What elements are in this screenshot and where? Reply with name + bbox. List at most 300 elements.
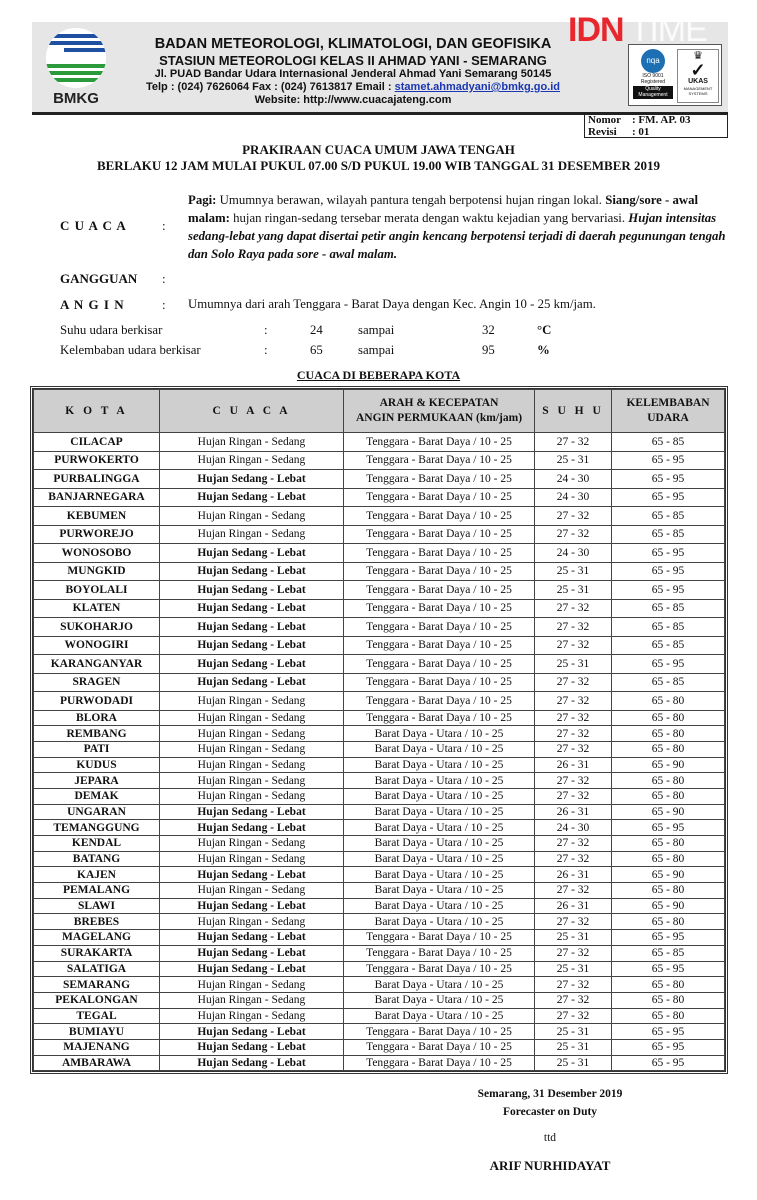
temperature-cell: 27 - 32: [535, 507, 612, 526]
table-row: [34, 1055, 725, 1071]
humidity-cell: 65 - 80: [612, 692, 725, 711]
weather-cell: Hujan Sedang - Lebat: [160, 599, 344, 618]
suhu-max: 32: [482, 323, 495, 337]
temperature-cell: 27 - 32: [535, 710, 612, 726]
humidity-cell: 65 - 85: [612, 636, 725, 655]
table-row: [34, 692, 725, 711]
angin-label: A N G I N: [60, 297, 125, 312]
weather-cell: Hujan Ringan - Sedang: [160, 726, 344, 742]
weather-cell: Hujan Sedang - Lebat: [160, 1039, 344, 1055]
table-row: [34, 1008, 725, 1024]
suhu-colon: :: [264, 323, 268, 337]
agency-name: BADAN METEOROLOGI, KLIMATOLOGI, DAN GEOFISIKA: [154, 36, 552, 52]
wind-cell: Barat Daya - Utara / 10 - 25: [344, 757, 535, 773]
wind-cell: Tenggara - Barat Daya / 10 - 25: [344, 451, 535, 470]
document-title: PRAKIRAAN CUACA UMUM JAWA TENGAH: [242, 142, 515, 157]
table-row: [34, 1024, 725, 1040]
table-row: [34, 992, 725, 1008]
table-row: [34, 961, 725, 977]
wind-cell: Barat Daya - Utara / 10 - 25: [344, 914, 535, 930]
table-row: [34, 581, 725, 600]
watermark-idn: IDN: [568, 11, 624, 49]
humidity-cell: 65 - 80: [612, 773, 725, 789]
temperature-cell: 27 - 32: [535, 945, 612, 961]
weather-cell: Hujan Ringan - Sedang: [160, 851, 344, 867]
wind-cell: Tenggara - Barat Daya / 10 - 25: [344, 488, 535, 507]
weather-cell: Hujan Sedang - Lebat: [160, 930, 344, 946]
temperature-cell: 27 - 32: [535, 883, 612, 899]
humidity-cell: 65 - 95: [612, 930, 725, 946]
city-cell: PURWODADI: [34, 692, 160, 711]
gangguan-label: GANGGUAN: [60, 271, 138, 286]
city-cell: PATI: [34, 741, 160, 757]
checkmark-icon: ✓: [690, 60, 706, 80]
table-row: [34, 977, 725, 993]
weather-cell: Hujan Ringan - Sedang: [160, 773, 344, 789]
suhu-min: 24: [310, 323, 323, 337]
temperature-cell: 25 - 31: [535, 961, 612, 977]
city-cell: TEGAL: [34, 1008, 160, 1024]
revisi-label: Revisi: [588, 125, 617, 138]
city-cell: PURWOKERTO: [34, 451, 160, 470]
weather-cell: Hujan Ringan - Sedang: [160, 914, 344, 930]
kelembaban-unit: %: [537, 343, 550, 357]
city-cell: KARANGANYAR: [34, 655, 160, 674]
city-forecast-table: [30, 386, 728, 1074]
ukas-label: UKAS: [688, 78, 708, 85]
city-cell: KEBUMEN: [34, 507, 160, 526]
table-row: [34, 851, 725, 867]
humidity-cell: 65 - 95: [612, 581, 725, 600]
weather-cell: Hujan Ringan - Sedang: [160, 977, 344, 993]
weather-cell: Hujan Ringan - Sedang: [160, 757, 344, 773]
wind-cell: Barat Daya - Utara / 10 - 25: [344, 1008, 535, 1024]
table-row: [34, 914, 725, 930]
kelembaban-min: 65: [310, 343, 323, 357]
humidity-cell: 65 - 85: [612, 599, 725, 618]
temperature-cell: 27 - 32: [535, 788, 612, 804]
suhu-label: Suhu udara berkisar: [60, 323, 163, 337]
table-row: [34, 726, 725, 742]
table-row: [34, 898, 725, 914]
humidity-cell: 65 - 80: [612, 788, 725, 804]
wind-cell: Barat Daya - Utara / 10 - 25: [344, 883, 535, 899]
table-row: [34, 544, 725, 563]
temperature-cell: 27 - 32: [535, 773, 612, 789]
table-row: [34, 507, 725, 526]
header-kota: K O T A: [34, 390, 160, 433]
wind-cell: Tenggara - Barat Daya / 10 - 25: [344, 562, 535, 581]
city-cell: MAJENANG: [34, 1039, 160, 1055]
table-row: [34, 562, 725, 581]
table-row: [34, 488, 725, 507]
wind-cell: Tenggara - Barat Daya / 10 - 25: [344, 581, 535, 600]
city-cell: SURAKARTA: [34, 945, 160, 961]
wind-cell: Tenggara - Barat Daya / 10 - 25: [344, 618, 535, 637]
header-kelembaban: [612, 390, 725, 433]
kelembaban-sep: sampai: [358, 343, 395, 357]
weather-cell: Hujan Sedang - Lebat: [160, 1055, 344, 1071]
wind-cell: Barat Daya - Utara / 10 - 25: [344, 820, 535, 836]
table-row: [34, 451, 725, 470]
weather-cell: Hujan Ringan - Sedang: [160, 451, 344, 470]
city-cell: JEPARA: [34, 773, 160, 789]
signature-place-date: Semarang, 31 Desember 2019: [477, 1088, 623, 1100]
nomor-value: : FM. AP. 03: [632, 114, 691, 126]
wind-cell: Barat Daya - Utara / 10 - 25: [344, 741, 535, 757]
weather-cell: Hujan Sedang - Lebat: [160, 961, 344, 977]
city-cell: PURBALINGGA: [34, 470, 160, 489]
city-cell: KLATEN: [34, 599, 160, 618]
table-row: [34, 820, 725, 836]
weather-cell: Hujan Ringan - Sedang: [160, 525, 344, 544]
weather-cell: Hujan Sedang - Lebat: [160, 562, 344, 581]
watermark-time: TIME: [629, 11, 707, 49]
weather-cell: Hujan Sedang - Lebat: [160, 898, 344, 914]
temperature-cell: 26 - 31: [535, 757, 612, 773]
wind-cell: Barat Daya - Utara / 10 - 25: [344, 773, 535, 789]
humidity-cell: 65 - 85: [612, 618, 725, 637]
weather-cell: Hujan Sedang - Lebat: [160, 820, 344, 836]
weather-cell: Hujan Ringan - Sedang: [160, 710, 344, 726]
nqa-quality-text: Quality Management: [633, 86, 673, 99]
humidity-cell: 65 - 95: [612, 655, 725, 674]
weather-cell: Hujan Ringan - Sedang: [160, 836, 344, 852]
humidity-cell: 65 - 80: [612, 851, 725, 867]
station-address: Jl. PUAD Bandar Udara Internasional Jenderal Ahmad Yani Semarang 50145: [154, 68, 552, 80]
table-row: [34, 773, 725, 789]
temperature-cell: 25 - 31: [535, 1055, 612, 1071]
wind-cell: Barat Daya - Utara / 10 - 25: [344, 867, 535, 883]
weather-cell: Hujan Sedang - Lebat: [160, 544, 344, 563]
wind-cell: Tenggara - Barat Daya / 10 - 25: [344, 930, 535, 946]
nqa-logo-icon: nqa: [641, 49, 665, 73]
temperature-cell: 27 - 32: [535, 673, 612, 692]
cuaca-colon: :: [162, 218, 166, 233]
city-cell: BUMIAYU: [34, 1024, 160, 1040]
humidity-cell: 65 - 95: [612, 544, 725, 563]
city-cell: CILACAP: [34, 433, 160, 452]
document-number-box: [584, 114, 728, 138]
city-cell: BREBES: [34, 914, 160, 930]
wind-cell: Barat Daya - Utara / 10 - 25: [344, 992, 535, 1008]
idn-times-watermark: [568, 12, 707, 48]
station-name: STASIUN METEOROLOGI KELAS II AHMAD YANI - SEMARANG: [159, 53, 547, 68]
temperature-cell: 27 - 32: [535, 992, 612, 1008]
city-cell: KUDUS: [34, 757, 160, 773]
wind-cell: Tenggara - Barat Daya / 10 - 25: [344, 1039, 535, 1055]
table-row: [34, 804, 725, 820]
pagi-text: Umumnya berawan, wilayah pantura tengah berpotensi hujan ringan lokal.: [216, 193, 606, 207]
wind-cell: Barat Daya - Utara / 10 - 25: [344, 851, 535, 867]
city-cell: SLAWI: [34, 898, 160, 914]
nqa-badge: [633, 49, 673, 101]
city-cell: REMBANG: [34, 726, 160, 742]
wind-cell: Tenggara - Barat Daya / 10 - 25: [344, 1024, 535, 1040]
temperature-cell: 26 - 31: [535, 867, 612, 883]
weather-cell: Hujan Ringan - Sedang: [160, 788, 344, 804]
wind-cell: Tenggara - Barat Daya / 10 - 25: [344, 961, 535, 977]
wind-cell: Tenggara - Barat Daya / 10 - 25: [344, 544, 535, 563]
city-cell: BANJARNEGARA: [34, 488, 160, 507]
wind-cell: Barat Daya - Utara / 10 - 25: [344, 804, 535, 820]
table-row: [34, 945, 725, 961]
city-cell: SEMARANG: [34, 977, 160, 993]
ukas-badge: [677, 49, 719, 103]
city-cell: MUNGKID: [34, 562, 160, 581]
city-cell: UNGARAN: [34, 804, 160, 820]
nomor-label: Nomor: [588, 114, 621, 126]
city-cell: SRAGEN: [34, 673, 160, 692]
humidity-cell: 65 - 80: [612, 836, 725, 852]
signature-name: ARIF NURHIDAYAT: [489, 1158, 611, 1173]
wind-cell: Tenggara - Barat Daya / 10 - 25: [344, 599, 535, 618]
humidity-cell: 65 - 95: [612, 562, 725, 581]
weather-cell: Hujan Sedang - Lebat: [160, 655, 344, 674]
wind-cell: Tenggara - Barat Daya / 10 - 25: [344, 1055, 535, 1071]
header-cuaca: C U A C A: [160, 390, 344, 433]
humidity-cell: 65 - 90: [612, 804, 725, 820]
wind-cell: Tenggara - Barat Daya / 10 - 25: [344, 507, 535, 526]
header-kelembaban-line1: KELEMBABAN: [626, 397, 710, 409]
table-row: [34, 618, 725, 637]
humidity-cell: 65 - 90: [612, 757, 725, 773]
wind-cell: Barat Daya - Utara / 10 - 25: [344, 898, 535, 914]
weather-cell: Hujan Sedang - Lebat: [160, 470, 344, 489]
humidity-cell: 65 - 80: [612, 741, 725, 757]
suhu-unit: °C: [537, 323, 552, 337]
weather-cell: Hujan Ringan - Sedang: [160, 692, 344, 711]
temperature-cell: 27 - 32: [535, 726, 612, 742]
temperature-cell: 27 - 32: [535, 433, 612, 452]
humidity-cell: 65 - 95: [612, 1039, 725, 1055]
table-row: [34, 836, 725, 852]
weather-cell: Hujan Ringan - Sedang: [160, 883, 344, 899]
wind-cell: Tenggara - Barat Daya / 10 - 25: [344, 692, 535, 711]
nqa-iso-text: ISO 9001 Registered: [640, 73, 666, 85]
cuaca-warning: Hujan intensitas sedang-lebat yang dapat disertai petir angin kencang berpotensi terjadi di daerah pegunungan tengah dan Solo Raya pada sore - awal malam.: [188, 211, 726, 261]
weather-cell: Hujan Ringan - Sedang: [160, 992, 344, 1008]
wind-cell: Tenggara - Barat Daya / 10 - 25: [344, 470, 535, 489]
city-cell: KENDAL: [34, 836, 160, 852]
city-cell: PEMALANG: [34, 883, 160, 899]
header-suhu: S U H U: [535, 390, 612, 433]
weather-cell: Hujan Sedang - Lebat: [160, 618, 344, 637]
table-row: [34, 636, 725, 655]
table-row: [34, 470, 725, 489]
humidity-cell: 65 - 85: [612, 507, 725, 526]
city-cell: MAGELANG: [34, 930, 160, 946]
document-validity: BERLAKU 12 JAM MULAI PUKUL 07.00 S/D PUKUL 19.00 WIB TANGGAL 31 DESEMBER 2019: [96, 158, 661, 173]
crown-icon: ♛: [693, 50, 703, 62]
wind-cell: Tenggara - Barat Daya / 10 - 25: [344, 636, 535, 655]
email-link[interactable]: stamet.ahmadyani@bmkg.go.id: [394, 81, 561, 93]
cuaca-description: [188, 191, 728, 263]
temperature-cell: 24 - 30: [535, 544, 612, 563]
table-row: [34, 757, 725, 773]
temperature-cell: 27 - 32: [535, 525, 612, 544]
temperature-cell: 24 - 30: [535, 488, 612, 507]
wind-cell: Barat Daya - Utara / 10 - 25: [344, 836, 535, 852]
wind-cell: Tenggara - Barat Daya / 10 - 25: [344, 673, 535, 692]
temperature-cell: 25 - 31: [535, 930, 612, 946]
temperature-cell: 27 - 32: [535, 851, 612, 867]
humidity-cell: 65 - 80: [612, 883, 725, 899]
temperature-cell: 27 - 32: [535, 636, 612, 655]
station-website[interactable]: Website: http://www.cuacajateng.com: [254, 94, 452, 106]
table-row: [34, 525, 725, 544]
suhu-sep: sampai: [358, 323, 395, 337]
humidity-cell: 65 - 80: [612, 726, 725, 742]
wind-cell: Barat Daya - Utara / 10 - 25: [344, 977, 535, 993]
temperature-cell: 24 - 30: [535, 820, 612, 836]
table-row: [34, 599, 725, 618]
humidity-cell: 65 - 95: [612, 451, 725, 470]
humidity-cell: 65 - 85: [612, 433, 725, 452]
kelembaban-label: Kelembaban udara berkisar: [60, 343, 201, 357]
weather-cell: Hujan Sedang - Lebat: [160, 581, 344, 600]
temperature-cell: 25 - 31: [535, 451, 612, 470]
city-cell: SALATIGA: [34, 961, 160, 977]
wind-cell: Tenggara - Barat Daya / 10 - 25: [344, 525, 535, 544]
humidity-cell: 65 - 80: [612, 914, 725, 930]
wind-cell: Tenggara - Barat Daya / 10 - 25: [344, 433, 535, 452]
city-cell: WONOSOBO: [34, 544, 160, 563]
siang-label: Siang/sore - awal malam:: [188, 193, 699, 225]
temperature-cell: 25 - 31: [535, 1039, 612, 1055]
table-row: [34, 883, 725, 899]
table-row: [34, 433, 725, 452]
temperature-cell: 27 - 32: [535, 836, 612, 852]
temperature-cell: 26 - 31: [535, 804, 612, 820]
city-cell: PEKALONGAN: [34, 992, 160, 1008]
weather-cell: Hujan Ringan - Sedang: [160, 433, 344, 452]
ukas-subtext: MANAGEMENT SYSTEMS: [683, 86, 713, 96]
city-cell: WONOGIRI: [34, 636, 160, 655]
table-row: [34, 741, 725, 757]
temperature-cell: 24 - 30: [535, 470, 612, 489]
humidity-cell: 65 - 90: [612, 867, 725, 883]
table-row: [34, 710, 725, 726]
humidity-cell: 65 - 80: [612, 710, 725, 726]
bmkg-logo-text: BMKG: [53, 90, 99, 107]
temperature-cell: 27 - 32: [535, 692, 612, 711]
header-angin-line2: ANGIN PERMUKAAN (km/jam): [355, 412, 523, 424]
temperature-cell: 27 - 32: [535, 1008, 612, 1024]
city-cell: BATANG: [34, 851, 160, 867]
humidity-cell: 65 - 80: [612, 1008, 725, 1024]
humidity-cell: 65 - 95: [612, 1024, 725, 1040]
humidity-cell: 65 - 85: [612, 945, 725, 961]
bmkg-logo: [40, 28, 112, 108]
table-row: [34, 1039, 725, 1055]
wind-cell: Tenggara - Barat Daya / 10 - 25: [344, 655, 535, 674]
city-cell: SUKOHARJO: [34, 618, 160, 637]
weather-cell: Hujan Ringan - Sedang: [160, 741, 344, 757]
humidity-cell: 65 - 90: [612, 898, 725, 914]
signature-ttd: ttd: [543, 1132, 557, 1144]
city-cell: KAJEN: [34, 867, 160, 883]
gangguan-colon: :: [162, 271, 166, 286]
weather-cell: Hujan Sedang - Lebat: [160, 945, 344, 961]
cuaca-label: C U A C A: [60, 218, 127, 233]
wind-cell: Tenggara - Barat Daya / 10 - 25: [344, 945, 535, 961]
table-header-row: [34, 390, 725, 433]
humidity-cell: 65 - 95: [612, 961, 725, 977]
kelembaban-colon: :: [264, 343, 268, 357]
temperature-cell: 27 - 32: [535, 914, 612, 930]
pagi-label: Pagi:: [188, 193, 217, 207]
humidity-cell: 65 - 80: [612, 992, 725, 1008]
city-cell: AMBARAWA: [34, 1055, 160, 1071]
table-row: [34, 655, 725, 674]
angin-colon: :: [162, 297, 166, 312]
certification-badges: [628, 44, 722, 106]
siang-text: hujan ringan-sedang tersebar merata dengan waktu kejadian yang bervariasi.: [229, 211, 626, 225]
wind-cell: Tenggara - Barat Daya / 10 - 25: [344, 710, 535, 726]
humidity-cell: 65 - 85: [612, 525, 725, 544]
weather-cell: Hujan Sedang - Lebat: [160, 636, 344, 655]
humidity-cell: 65 - 95: [612, 820, 725, 836]
humidity-cell: 65 - 95: [612, 1055, 725, 1071]
temperature-cell: 27 - 32: [535, 618, 612, 637]
station-contact: [118, 81, 588, 94]
header-angin-line1: ARAH & KECEPATAN: [379, 397, 499, 409]
humidity-cell: 65 - 80: [612, 977, 725, 993]
weather-cell: Hujan Sedang - Lebat: [160, 867, 344, 883]
weather-cell: Hujan Sedang - Lebat: [160, 488, 344, 507]
wind-cell: Barat Daya - Utara / 10 - 25: [344, 726, 535, 742]
city-cell: BOYOLALI: [34, 581, 160, 600]
city-cell: PURWOREJO: [34, 525, 160, 544]
header-kelembaban-line2: UDARA: [647, 412, 689, 424]
table-title: CUACA DI BEBERAPA KOTA: [296, 368, 461, 382]
city-cell: TEMANGGUNG: [34, 820, 160, 836]
humidity-cell: 65 - 95: [612, 488, 725, 507]
wind-cell: Barat Daya - Utara / 10 - 25: [344, 788, 535, 804]
temperature-cell: 27 - 32: [535, 741, 612, 757]
temperature-cell: 26 - 31: [535, 898, 612, 914]
kelembaban-max: 95: [482, 343, 495, 357]
weather-cell: Hujan Ringan - Sedang: [160, 1008, 344, 1024]
humidity-cell: 65 - 85: [612, 673, 725, 692]
signature-role: Forecaster on Duty: [502, 1106, 598, 1118]
contact-phone-fax: Telp : (024) 7626064 Fax : (024) 7613817 Email :: [145, 81, 395, 93]
angin-description: Umumnya dari arah Tenggara - Barat Daya dengan Kec. Angin 10 - 25 km/jam.: [188, 297, 596, 311]
temperature-cell: 25 - 31: [535, 562, 612, 581]
temperature-cell: 27 - 32: [535, 599, 612, 618]
city-cell: DEMAK: [34, 788, 160, 804]
weather-cell: Hujan Sedang - Lebat: [160, 673, 344, 692]
weather-cell: Hujan Sedang - Lebat: [160, 1024, 344, 1040]
temperature-cell: 25 - 31: [535, 655, 612, 674]
humidity-cell: 65 - 95: [612, 470, 725, 489]
letterhead-text: [118, 36, 588, 107]
table-row: [34, 673, 725, 692]
bmkg-logo-emblem-icon: [46, 28, 106, 88]
revisi-value: : 01: [632, 125, 650, 138]
weather-cell: Hujan Sedang - Lebat: [160, 804, 344, 820]
temperature-cell: 27 - 32: [535, 977, 612, 993]
table-row: [34, 788, 725, 804]
temperature-cell: 25 - 31: [535, 581, 612, 600]
table-row: [34, 930, 725, 946]
header-angin: [344, 390, 535, 433]
city-cell: BLORA: [34, 710, 160, 726]
temperature-cell: 25 - 31: [535, 1024, 612, 1040]
table-row: [34, 867, 725, 883]
weather-cell: Hujan Ringan - Sedang: [160, 507, 344, 526]
